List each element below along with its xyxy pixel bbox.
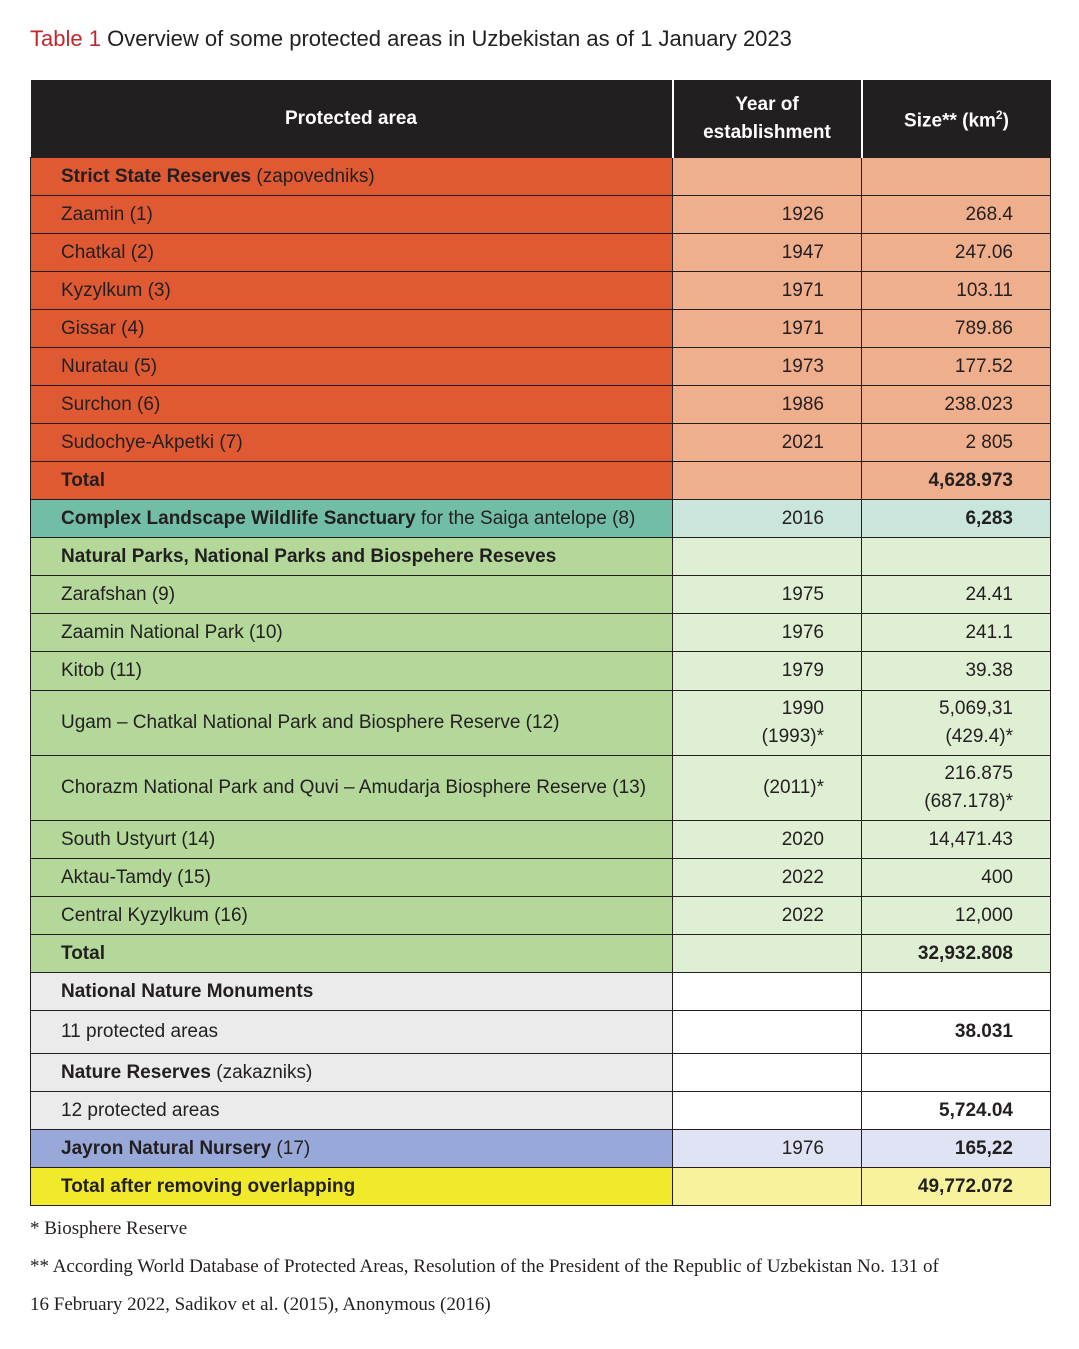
area-size: 14,471.43	[862, 821, 1051, 859]
section-title-bold: Strict State Reserves	[61, 165, 252, 187]
nursery-name	[31, 1130, 673, 1168]
area-year	[673, 691, 862, 756]
total-row	[31, 935, 1051, 973]
area-year: (2011)*	[673, 756, 862, 821]
table-row	[31, 196, 1051, 234]
table-row	[31, 1092, 1051, 1130]
grand-total-label-text: Total after removing overlapping	[61, 1175, 356, 1197]
area-name: South Ustyurt (14)	[31, 821, 673, 859]
table-row	[31, 272, 1051, 310]
area-year: 2021	[673, 424, 862, 462]
sanctuary-name-bold: Complex Landscape Wildlife Sanctuary	[61, 507, 416, 529]
area-year: 2022	[673, 859, 862, 897]
total-size-text: 32,932.808	[917, 942, 1013, 964]
area-year: 1947	[673, 234, 862, 272]
section-row-wildlife-sanctuary	[31, 500, 1051, 538]
sanctuary-name	[31, 500, 673, 538]
section-row-nature-reserves	[31, 1054, 1051, 1092]
area-name: Kitob (11)	[31, 652, 673, 691]
area-name: Chorazm National Park and Quvi – Amudarja Biosphere Reserve (13)	[31, 756, 673, 821]
section-title-bold: Natural Parks, National Parks and Biospehere Reseves	[61, 545, 557, 567]
area-size-line1: 216.875	[944, 763, 1013, 784]
area-size: 268.4	[862, 196, 1051, 234]
table-row	[31, 859, 1051, 897]
area-year: 1986	[673, 386, 862, 424]
section-row-nature-monuments	[31, 973, 1051, 1011]
header-size-sup: 2	[995, 108, 1003, 123]
area-size-line1: 5,069,31	[939, 698, 1013, 719]
area-size-text: 5,724.04	[939, 1099, 1013, 1121]
area-size: 789.86	[862, 310, 1051, 348]
area-year: 1973	[673, 348, 862, 386]
area-size: 177.52	[862, 348, 1051, 386]
area-size-line2: (687.178)*	[924, 791, 1013, 812]
empty-cell	[673, 1168, 862, 1206]
header-year	[673, 80, 862, 158]
total-label	[31, 462, 673, 500]
nursery-name-rest: (17)	[271, 1137, 311, 1159]
empty-cell	[673, 538, 862, 576]
empty-cell	[862, 538, 1051, 576]
total-size-text: 4,628.973	[928, 469, 1013, 491]
protected-areas-table	[30, 80, 1051, 1206]
header-row	[31, 80, 1051, 158]
area-year: 1971	[673, 310, 862, 348]
area-size: 241.1	[862, 614, 1051, 652]
area-size: 247.06	[862, 234, 1051, 272]
area-name: Aktau-Tamdy (15)	[31, 859, 673, 897]
empty-cell	[862, 973, 1051, 1011]
header-size	[862, 80, 1051, 158]
table-row	[31, 576, 1051, 614]
header-year-text: Year of establishment	[703, 93, 831, 143]
area-name: Zarafshan (9)	[31, 576, 673, 614]
empty-cell	[673, 1092, 862, 1130]
area-size	[862, 1092, 1051, 1130]
section-title-bold: National Nature Monuments	[61, 980, 314, 1002]
area-year-line2: (1993)*	[761, 726, 824, 747]
area-name: Zaamin National Park (10)	[31, 614, 673, 652]
area-size: 12,000	[862, 897, 1051, 935]
area-size: 24.41	[862, 576, 1051, 614]
section-title	[31, 538, 673, 576]
area-year: 2020	[673, 821, 862, 859]
sanctuary-size-text: 6,283	[965, 507, 1013, 529]
section-title-rest: (zapovedniks)	[251, 165, 375, 187]
area-year-line1: 1990	[781, 698, 824, 719]
total-label	[31, 935, 673, 973]
area-name: Sudochye-Akpetki (7)	[31, 424, 673, 462]
table-row	[31, 821, 1051, 859]
empty-cell	[673, 1054, 862, 1092]
section-row-strict-reserves	[31, 158, 1051, 196]
section-title-rest: (zakazniks)	[210, 1061, 313, 1083]
area-name: Zaamin (1)	[31, 196, 673, 234]
header-size-text: Size** (km	[904, 110, 996, 132]
table-row	[31, 614, 1051, 652]
area-name: Nuratau (5)	[31, 348, 673, 386]
empty-cell	[673, 1011, 862, 1054]
empty-cell	[673, 462, 862, 500]
area-size	[862, 691, 1051, 756]
grand-total-size-text: 49,772.072	[917, 1175, 1013, 1197]
total-size	[862, 935, 1051, 973]
total-label-text: Total	[61, 942, 105, 964]
area-size: 2 805	[862, 424, 1051, 462]
table-row	[31, 897, 1051, 935]
area-size: 238.023	[862, 386, 1051, 424]
area-name: Surchon (6)	[31, 386, 673, 424]
area-name: Ugam – Chatkal National Park and Biosphere Reserve (12)	[31, 691, 673, 756]
section-row-natural-parks	[31, 538, 1051, 576]
area-year: 1975	[673, 576, 862, 614]
caption-label: Table 1	[30, 26, 101, 51]
section-row-jayron-nursery	[31, 1130, 1051, 1168]
area-year: 2022	[673, 897, 862, 935]
area-size: 103.11	[862, 272, 1051, 310]
area-name: Central Kyzylkum (16)	[31, 897, 673, 935]
area-size	[862, 756, 1051, 821]
section-title-bold: Nature Reserves	[61, 1061, 211, 1083]
footnote-biosphere: * Biosphere Reserve	[30, 1218, 188, 1239]
grand-total-row	[31, 1168, 1051, 1206]
nursery-year: 1976	[673, 1130, 862, 1168]
table-row	[31, 1011, 1051, 1054]
table-row	[31, 234, 1051, 272]
grand-total-label	[31, 1168, 673, 1206]
table-row	[31, 424, 1051, 462]
total-row	[31, 462, 1051, 500]
area-size	[862, 1011, 1051, 1054]
area-size: 400	[862, 859, 1051, 897]
grand-total-size	[862, 1168, 1051, 1206]
area-name: Chatkal (2)	[31, 234, 673, 272]
empty-cell	[862, 1054, 1051, 1092]
empty-cell	[673, 935, 862, 973]
header-protected-area: Protected area	[31, 80, 673, 158]
header-size-end: )	[1002, 110, 1009, 132]
caption-text: Overview of some protected areas in Uzbekistan as of 1 January 2023	[107, 26, 792, 51]
footnotes	[30, 1210, 1050, 1324]
sanctuary-size	[862, 500, 1051, 538]
area-name: 11 protected areas	[31, 1011, 673, 1054]
sanctuary-year: 2016	[673, 500, 862, 538]
area-name: Gissar (4)	[31, 310, 673, 348]
area-size-line2: (429.4)*	[945, 726, 1013, 747]
nursery-name-bold: Jayron Natural Nursery	[61, 1137, 272, 1159]
footnote-sources: ** According World Database of Protected Areas, Resolution of the President of the Republic of Uzbekistan No. 131 of	[30, 1256, 939, 1277]
table-row	[31, 348, 1051, 386]
table-row	[31, 652, 1051, 691]
empty-cell	[673, 973, 862, 1011]
table-row	[31, 310, 1051, 348]
area-size-text: 38.031	[954, 1021, 1013, 1042]
footnote-sources-cont: 16 February 2022, Sadikov et al. (2015), Anonymous (2016)	[30, 1294, 491, 1315]
area-year: 1976	[673, 614, 862, 652]
empty-cell	[862, 158, 1051, 196]
section-title	[31, 158, 673, 196]
area-year: 1979	[673, 652, 862, 691]
nursery-size	[862, 1130, 1051, 1168]
nursery-size-text: 165,22	[954, 1137, 1013, 1159]
area-year: 1926	[673, 196, 862, 234]
area-size: 39.38	[862, 652, 1051, 691]
table-caption	[30, 24, 792, 54]
area-name: Kyzylkum (3)	[31, 272, 673, 310]
section-title	[31, 973, 673, 1011]
empty-cell	[673, 158, 862, 196]
total-size	[862, 462, 1051, 500]
area-name: 12 protected areas	[31, 1092, 673, 1130]
total-label-text: Total	[61, 469, 105, 491]
sanctuary-name-rest: for the Saiga antelope (8)	[415, 507, 636, 529]
table-row	[31, 756, 1051, 821]
table-row	[31, 386, 1051, 424]
section-title	[31, 1054, 673, 1092]
table-row	[31, 691, 1051, 756]
area-year: 1971	[673, 272, 862, 310]
